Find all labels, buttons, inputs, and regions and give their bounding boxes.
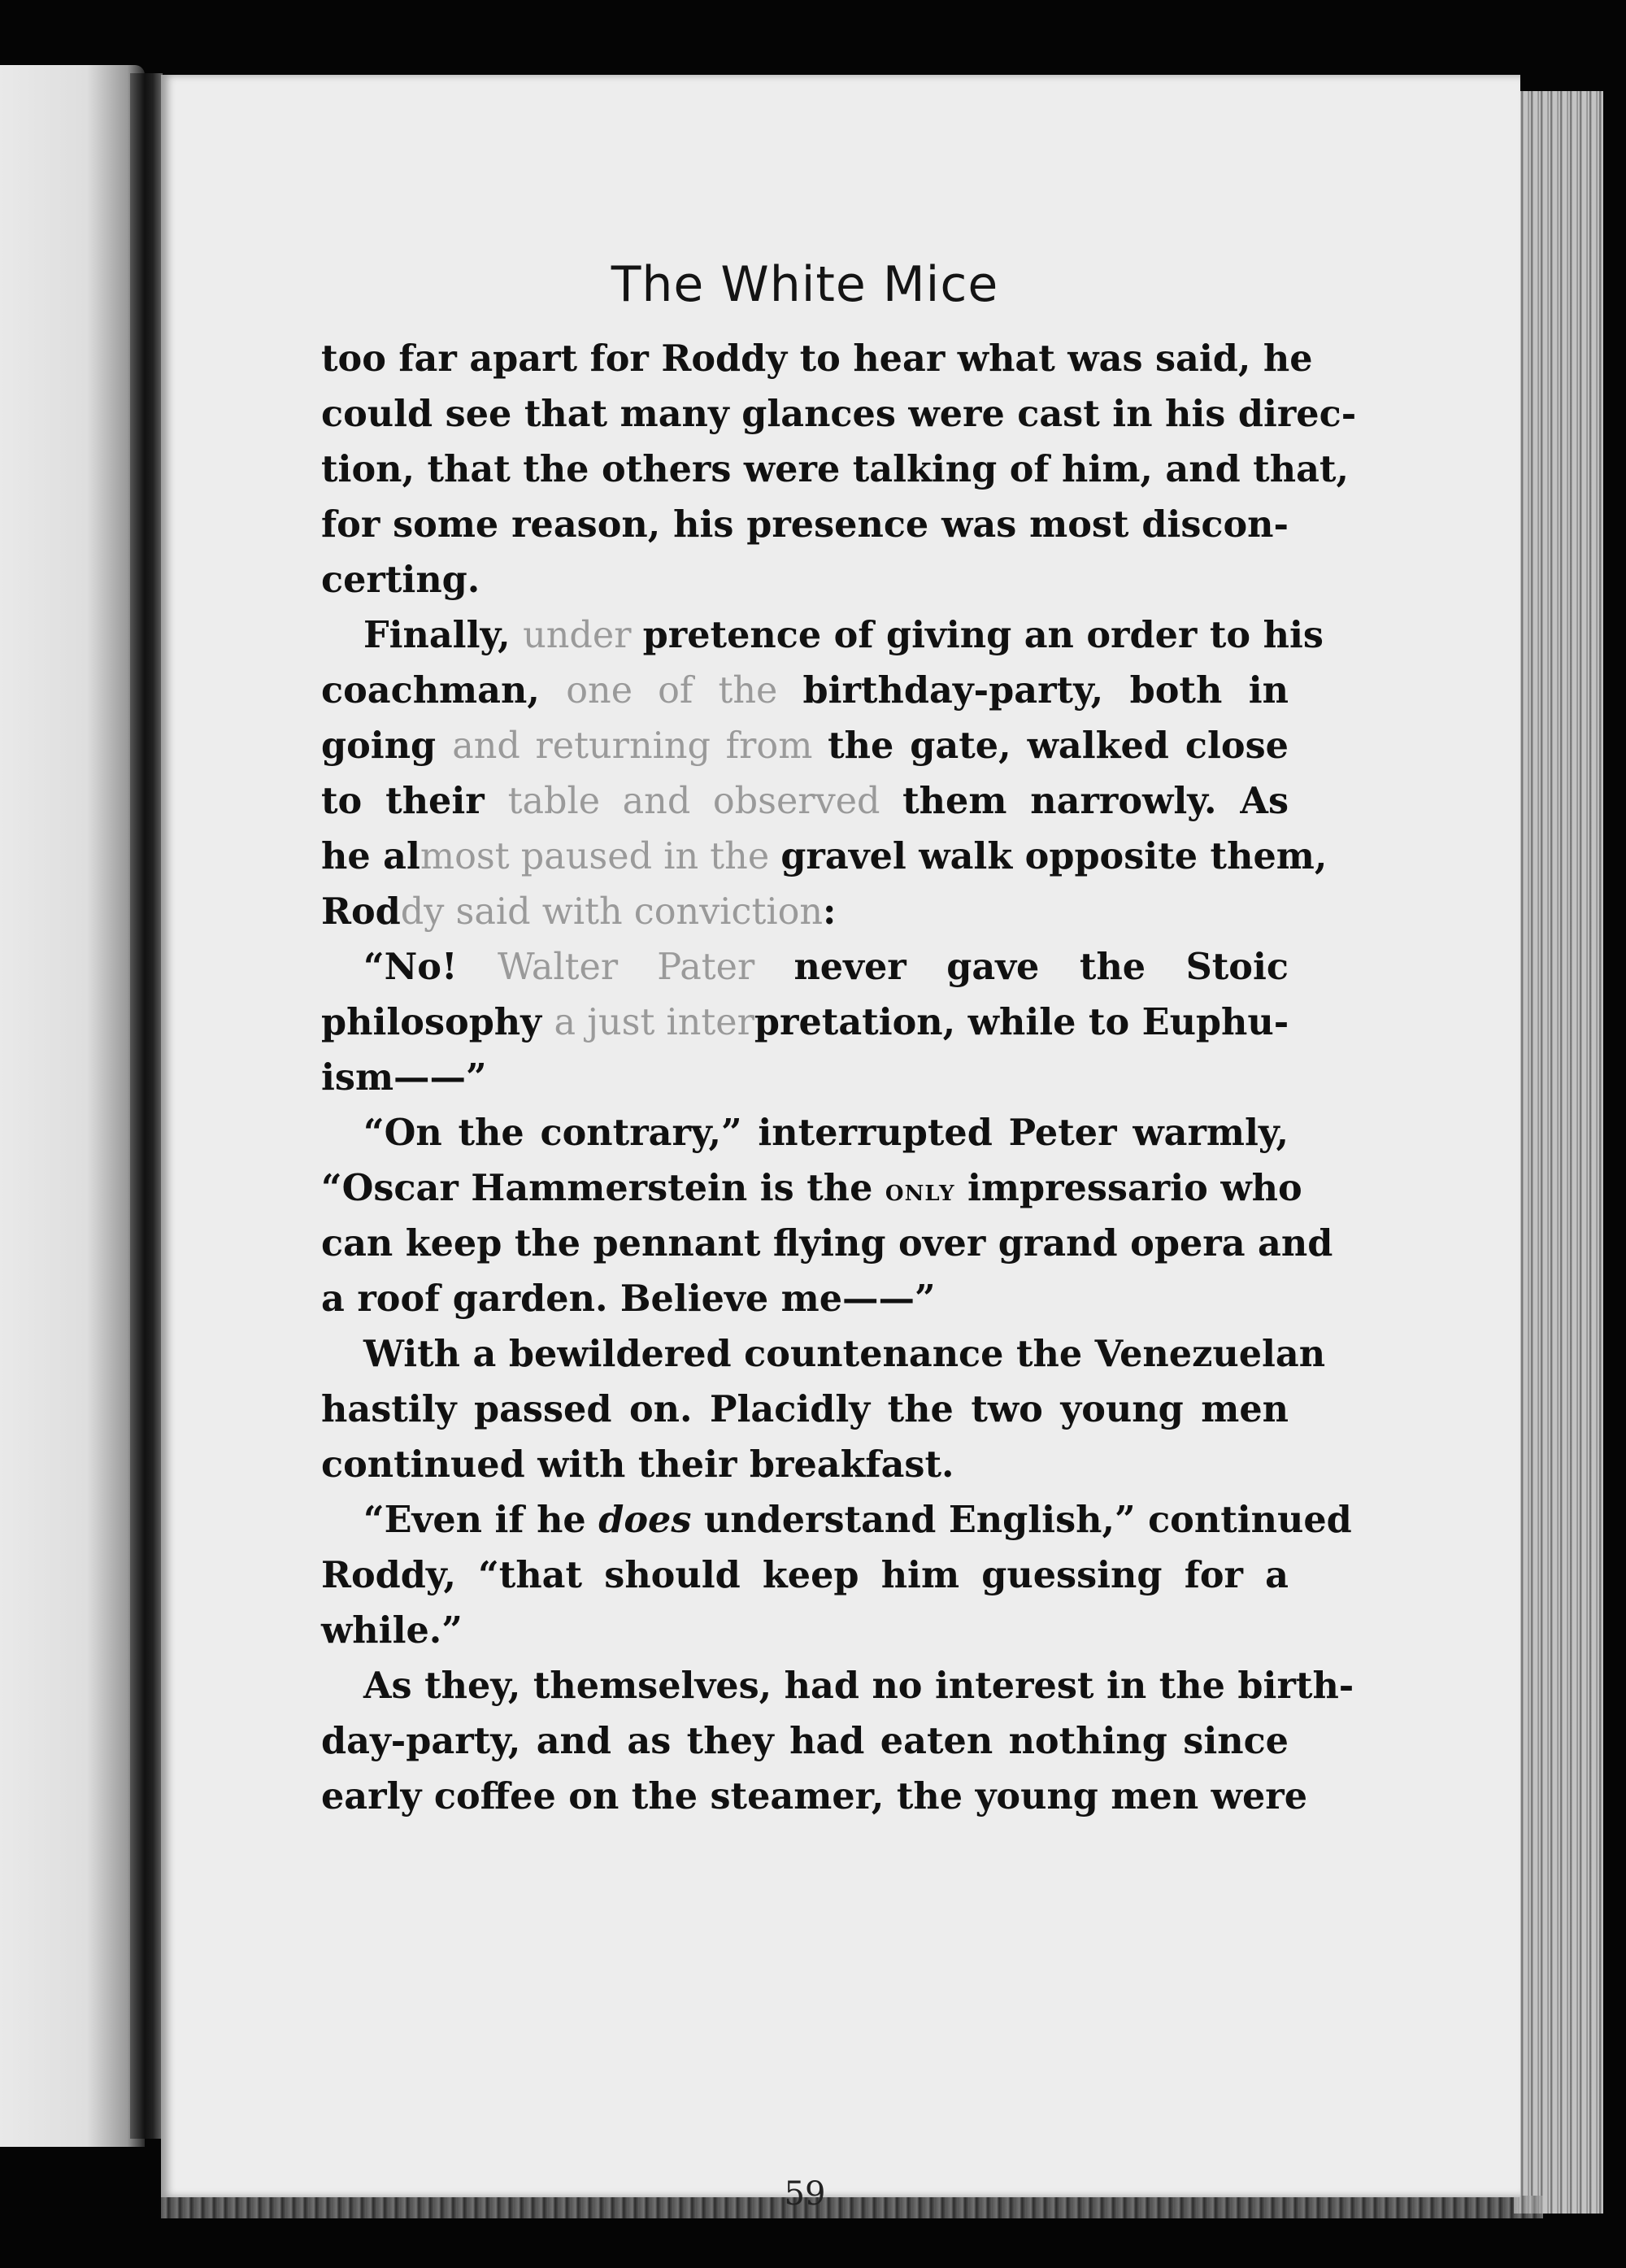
text-line <box>321 995 1289 1050</box>
text-run: for some reason, his presence was most discon- <box>321 503 1289 546</box>
text-run: under <box>523 615 643 656</box>
text-line <box>321 718 1289 773</box>
text-line <box>321 1382 1289 1437</box>
text-run: and returning from <box>452 725 828 767</box>
text-run: a roof garden. Believe me——” <box>321 1278 936 1320</box>
text-run: one of the <box>566 670 803 712</box>
text-line <box>321 1160 1302 1216</box>
text-run: philosophy <box>321 1001 554 1043</box>
text-run: “On the contrary,” interrupted Peter warmly, <box>363 1112 1289 1154</box>
text-line <box>321 442 1349 497</box>
text-run: With a bewildered countenance the Venezuelan <box>363 1333 1326 1375</box>
text-run: table and observed <box>507 781 903 822</box>
text-run: most paused in the <box>420 836 781 877</box>
text-run: Walter Pater <box>498 947 794 988</box>
text-line <box>321 497 1289 552</box>
text-run: does <box>598 1499 692 1541</box>
text-line <box>321 1658 1354 1713</box>
text-run: going <box>321 725 453 767</box>
text-run: hastily passed on. Placidly the two young men <box>321 1388 1289 1430</box>
text-run: “Oscar Hammerstein is the <box>321 1167 885 1209</box>
text-run: pretence of giving an order to his <box>642 614 1324 656</box>
text-line <box>321 1603 1289 1658</box>
text-run: tion, that the others were talking of him, and that, <box>321 448 1349 490</box>
text-line <box>321 829 1328 884</box>
text-run: dy said with conviction <box>400 891 824 933</box>
text-line <box>321 1769 1308 1824</box>
text-run: “No! <box>363 946 498 988</box>
text-line <box>321 1326 1326 1382</box>
text-run: he al <box>321 835 420 877</box>
text-run: : <box>823 890 837 933</box>
text-run: Finally, <box>363 614 524 656</box>
text-run: could see that many glances were cast in his direc- <box>321 393 1357 435</box>
text-line <box>321 1437 1289 1492</box>
text-line <box>321 1713 1289 1769</box>
running-head: The White Mice <box>611 256 999 313</box>
text-line <box>321 607 1324 663</box>
text-run: too far apart for Roddy to hear what was said, he <box>321 337 1313 380</box>
text-run: “Even if he <box>363 1499 599 1541</box>
text-run: to their <box>321 780 508 822</box>
text-run: can keep the pennant flying over grand opera and <box>321 1222 1333 1265</box>
text-run: ism——” <box>321 1056 487 1099</box>
text-line <box>321 1105 1289 1160</box>
text-run: continued with their breakfast. <box>321 1443 954 1486</box>
text-run: while.” <box>321 1609 463 1652</box>
text-run: As they, themselves, had no interest in the birth- <box>363 1665 1354 1707</box>
text-line <box>321 552 1289 607</box>
text-line <box>321 773 1289 829</box>
text-line <box>321 939 1289 995</box>
text-line <box>321 386 1357 442</box>
text-run: only <box>885 1173 955 1208</box>
page-edge-stack <box>1514 91 1603 2214</box>
text-run: the gate, walked close <box>828 725 1289 767</box>
text-line <box>321 663 1289 718</box>
text-line <box>321 1271 1289 1326</box>
text-run: birthday-party, both in <box>802 669 1289 712</box>
text-run: Rod <box>321 890 401 933</box>
text-line <box>321 331 1313 386</box>
text-run: impressario who <box>954 1167 1302 1209</box>
text-line <box>321 884 1289 939</box>
text-run: gravel walk opposite them, <box>780 835 1328 877</box>
text-run: understand English,” continued <box>691 1499 1352 1541</box>
text-line <box>321 1216 1333 1271</box>
text-run: day-party, and as they had eaten nothing since <box>321 1720 1289 1762</box>
text-line <box>321 1050 1289 1105</box>
text-run: pretation, while to Euphu- <box>754 1001 1289 1043</box>
body-text <box>321 331 1357 1824</box>
text-run: early coffee on the steamer, the young men were <box>321 1775 1308 1817</box>
page-number: 59 <box>784 2175 826 2213</box>
text-run: them narrowly. As <box>902 780 1289 822</box>
page-text-block <box>321 256 1357 2213</box>
text-run: a just inter <box>554 1002 754 1043</box>
text-run: never gave the Stoic <box>793 946 1289 988</box>
facing-page-edge <box>0 65 145 2147</box>
text-line <box>321 1548 1289 1603</box>
text-line <box>321 1492 1352 1548</box>
text-run: certing. <box>321 559 480 601</box>
text-run: coachman, <box>321 669 567 712</box>
text-run: Roddy, “that should keep him guessing for a <box>321 1554 1289 1596</box>
book-gutter <box>130 73 163 2139</box>
